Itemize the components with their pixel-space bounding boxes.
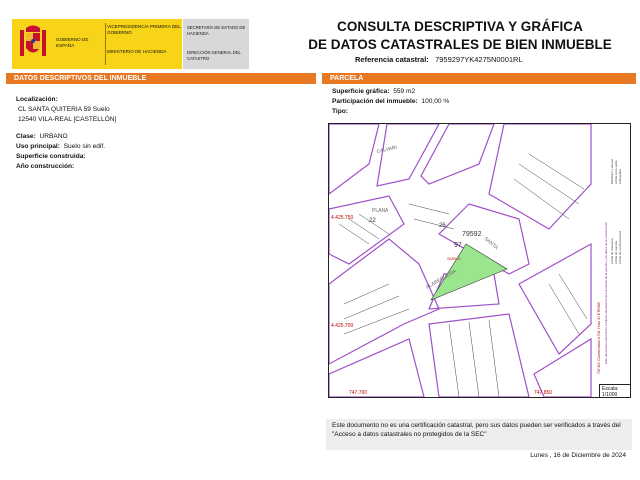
divider — [105, 23, 106, 65]
street-plana: PLANA — [372, 208, 389, 214]
legend-item-6: Hidrografía — [618, 169, 622, 184]
parcel-number: 97 — [454, 242, 462, 249]
descriptive-section-header: DATOS DESCRIPTIVOS DEL INMUEBLE — [6, 73, 316, 84]
map-drawing — [329, 124, 630, 397]
address-line2: 12540 VILA-REAL [CASTELLÓN] — [18, 116, 117, 123]
spain-coat-of-arms-icon — [18, 24, 48, 64]
map-legend — [596, 124, 630, 384]
ref-value: 7959297YK4275N0001RL — [435, 55, 523, 64]
page-title-line1: CONSULTA DESCRIPTIVA Y GRÁFICA — [336, 19, 583, 34]
ref-label: Referencia catastral: — [355, 55, 429, 64]
ministerio-label: MINISTERIO DE HACIENDA — [107, 49, 167, 54]
parcel-ref-partial: 79592 — [462, 231, 482, 238]
direccion-label: DIRECCIÓN GENERAL DEL CATASTRO — [187, 50, 241, 61]
clase-row: Clase: URBANO — [16, 133, 68, 140]
address-line1: CL SANTA QUITERIA 59 Suelo — [18, 106, 110, 113]
coord-bottom-right: 747.850 — [534, 390, 553, 396]
scale-label: Escala: — [602, 386, 619, 392]
legend-item-3: Límite de construcciones — [618, 230, 622, 264]
parcel-polygon[interactable] — [431, 244, 507, 300]
page-title-line2: DE DATOS CATASTRALES DE BIEN INMUEBLE — [308, 37, 612, 52]
catastro-logo-block — [183, 19, 249, 69]
secretaria-label: SECRETARÍA DE ESTADO DE HACIENDA — [187, 25, 246, 36]
document-date: Lunes , 16 de Diciembre de 2024 — [530, 452, 626, 459]
parcela-section-header: PARCELA — [322, 73, 636, 84]
legend-item-2: Límite de parcela — [614, 240, 618, 264]
coord-mid-left: 4.425.700 — [331, 323, 354, 329]
verification-notice: Este documento no es una certificación catastral, pero sus datos pueden ser verificados a través del "Acceso a datos catastrales no protegidos de la SEC" — [326, 419, 632, 450]
coord-bottom-left: 747.700 — [349, 390, 368, 396]
vicepresidencia-label: VICEPRESIDENCIA PRIMERA DEL GOBIERNO — [107, 24, 181, 35]
superficie-grafica-row: Superficie gráfica: 559 m2 — [332, 88, 416, 95]
superficie-construida-label: Superficie construida: — [16, 153, 86, 160]
anio-construccion-label: Año construcción: — [16, 163, 75, 170]
participacion-row: Participación del inmueble: 100,00 % — [332, 98, 450, 105]
map-scale — [599, 384, 630, 397]
cadastral-reference — [355, 55, 523, 64]
tipo-label: Tipo: — [332, 108, 348, 115]
government-logo-block — [12, 19, 182, 69]
street-alabeguera: ALABEGUERA — [425, 268, 458, 291]
coord-top-left: 4.425.750 — [331, 215, 354, 221]
uso-row: Uso principal: Suelo sin edif. — [16, 143, 106, 150]
gobierno-label: GOBIERNO DE ESPAÑA — [56, 37, 89, 48]
scale-value: 1/1000 — [602, 392, 618, 398]
legend-item-4: Mobiliario y aceras — [610, 158, 614, 184]
street-santa: SANTA — [482, 235, 500, 252]
cadastral-map[interactable] — [328, 123, 631, 398]
vertical-note-2: 747.800 Coordenadas U.T.M. Huso 30 ETRS89 — [597, 302, 601, 374]
street-calvari: CALVARI — [376, 144, 398, 155]
neighbor-22: 22 — [369, 218, 376, 224]
neighbor-26: 26 — [439, 223, 446, 229]
legend-item-5: Límite zona verde — [614, 160, 618, 184]
parcel-label: SUELO — [447, 256, 461, 261]
vertical-note-1: Este documento electrónico contiene información de los límites de la parcela y los datos de la construcción — [604, 221, 608, 364]
legend-item-1: Límite de manzana — [610, 238, 614, 264]
localizacion-label: Localización: — [16, 96, 58, 103]
